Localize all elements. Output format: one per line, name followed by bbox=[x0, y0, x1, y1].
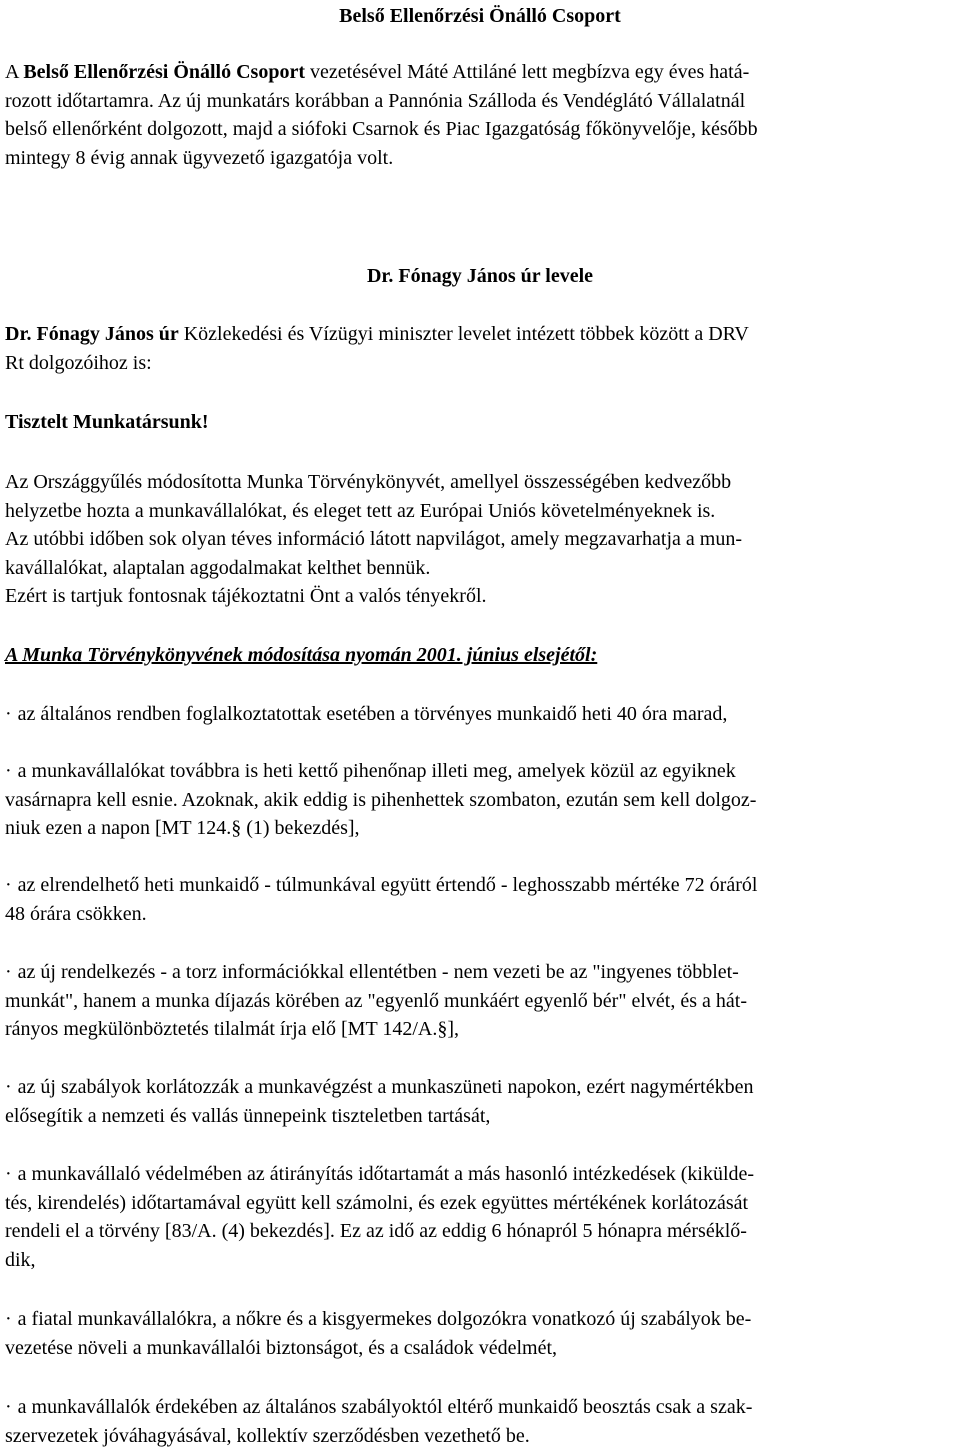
bullet-dot-icon: · bbox=[5, 1308, 12, 1330]
bullet-text: 48 órára csökken. bbox=[5, 902, 147, 925]
salutation: Tisztelt Munkatársunk! bbox=[5, 411, 209, 433]
bullet-text: rendeli el a törvény [83/A. (4) bekezdés]. Ez az idő az eddig 6 hónapról 5 hónapra mérséklő- bbox=[5, 1220, 747, 1242]
letter-intro-paragraph bbox=[5, 320, 940, 377]
bullet-text: a munkavállaló védelmében az átirányítás időtartamát a más hasonló intézkedések (kiküldе- bbox=[17, 1163, 755, 1185]
bullet-text: elősegítik a nemzeti és vallás ünnepeink tiszteletben tartását, bbox=[5, 1104, 491, 1127]
bullet-dot-icon: · bbox=[5, 961, 12, 983]
intro-line-1 bbox=[5, 58, 940, 87]
bullet-line bbox=[5, 871, 940, 900]
intro-paragraph bbox=[5, 58, 940, 172]
letter-heading: Dr. Fónagy János úr levele bbox=[366, 265, 594, 287]
bullet-text: az új szabályok korlátozzák a munkavégzést a munkaszüneti napokon, ezért nagymértékben bbox=[17, 1076, 754, 1098]
bullet-line bbox=[5, 1160, 940, 1189]
bullet-text: niuk ezen a napon [MT 124.§ (1) bekezdés], bbox=[5, 817, 360, 839]
bullet-dot-icon: · bbox=[5, 1163, 12, 1185]
letter-intro-bold: Dr. Fónagy János úr bbox=[5, 323, 179, 345]
intro-lead: A bbox=[5, 61, 24, 83]
bullet-item-2 bbox=[5, 757, 940, 843]
intro-line-4: mintegy 8 évig annak ügyvezető igazgatója volt. bbox=[5, 146, 394, 169]
bullet-dot-icon: · bbox=[5, 874, 12, 896]
letter-intro-line-1 bbox=[5, 320, 940, 349]
bullet-line bbox=[5, 958, 940, 987]
bullet-text: munkát", hanem a munka díjazás körében az "egyenlő munkáért egyenlő bér" elvét, és a hát- bbox=[5, 989, 747, 1012]
intro-line-3: belső ellenőrként dolgozott, majd a siófoki Csarnok és Piac Igazgatóság főkönyvelője, később bbox=[5, 118, 758, 140]
bullet-text: a munkavállalókat továbbra is heti kettő pihenőnap illeti meg, amelyek közül az egyiknek bbox=[17, 760, 736, 782]
bullet-line bbox=[5, 700, 940, 729]
bullet-text: vezetése növeli a munkavállalói biztonságot, és a családok védelmét, bbox=[5, 1336, 558, 1359]
intro-line-1-rest: vezetésével Máté Attiláné lett megbízva egy éves hatá- bbox=[305, 61, 750, 83]
bullet-text: az általános rendben foglalkoztatottak esetében a törvényes munkaidő heti 40 óra marad, bbox=[17, 703, 728, 725]
bullet-item-8 bbox=[5, 1393, 940, 1450]
intro-bold-name: Belső Ellenőrzési Önálló Csoport bbox=[23, 61, 306, 83]
bullet-text: dik, bbox=[5, 1248, 36, 1271]
letter-intro-line-2: Rt dolgozóihoz is: bbox=[5, 351, 152, 374]
bullet-text: szervezetek jóváhagyásával, kollektív szerződésben vezethető be. bbox=[5, 1424, 530, 1447]
bullet-text: az új rendelkezés - a torz információkkal ellentétben - nem vezeti be az "ingyenes többlet- bbox=[17, 961, 739, 983]
body-line-2: helyzetbe hozta a munkavállalókat, és eleget tett az Európai Uniós követelményeknek is. bbox=[5, 499, 716, 522]
body-paragraph bbox=[5, 468, 940, 611]
bullet-item-1 bbox=[5, 700, 940, 729]
intro-line-2: rozott időtartamra. Az új munkatárs korábban a Pannónia Szálloda és Vendéglátó Vállalatnál bbox=[5, 89, 746, 112]
bullet-line bbox=[5, 757, 940, 786]
bullet-dot-icon: · bbox=[5, 703, 12, 725]
bullet-text: az elrendelhető heti munkaidő - túlmunkával együtt értendő - leghosszabb mértéke 72 óráról bbox=[17, 874, 758, 896]
bullet-item-5 bbox=[5, 1073, 940, 1130]
bullet-dot-icon: · bbox=[5, 1396, 12, 1418]
bullet-text: rányos megkülönböztetés tilalmát írja elő [MT 142/A.§], bbox=[5, 1018, 459, 1040]
bullet-dot-icon: · bbox=[5, 1076, 12, 1098]
page-title: Belső Ellenőrzési Önálló Csoport bbox=[339, 5, 621, 27]
bullet-item-7 bbox=[5, 1305, 940, 1362]
bullet-item-6 bbox=[5, 1160, 940, 1274]
body-line-4: kavállalókat, alaptalan aggodalmakat kelthet bennük. bbox=[5, 556, 431, 579]
bullet-line bbox=[5, 1393, 940, 1422]
bullet-line bbox=[5, 1073, 940, 1102]
bullet-text: a munkavállalók érdekében az általános szabályoktól eltérő munkaidő beosztás csak a szak- bbox=[17, 1396, 753, 1418]
body-line-1: Az Országgyűlés módosította Munka Törvénykönyvét, amellyel összességében kedvezőbb bbox=[5, 471, 732, 493]
bullet-text: vasárnapra kell esnie. Azoknak, akik eddig is pihenhettek szombaton, ezután sem kell dolgoz- bbox=[5, 788, 757, 811]
letter-intro-line-1-rest: Közlekedési és Vízügyi miniszter levelet intézett többek között a DRV bbox=[178, 323, 749, 345]
section-heading: A Munka Törvénykönyvének módosítása nyomán 2001. június elsejétől: bbox=[5, 644, 598, 666]
bullet-item-3 bbox=[5, 871, 940, 928]
body-line-5: Ezért is tartjuk fontosnak tájékoztatni Önt a valós tényekről. bbox=[5, 585, 487, 607]
bullet-text: tés, kirendelés) időtartamával együtt kell számolni, és ezek együttes mértékének korlátozását bbox=[5, 1191, 749, 1214]
bullet-item-4 bbox=[5, 958, 940, 1044]
body-line-3: Az utóbbi időben sok olyan téves információ látott napvilágot, amely megzavarhatja a mun- bbox=[5, 528, 743, 550]
bullet-text: a fiatal munkavállalókra, a nőkre és a kisgyermekes dolgozókra vonatkozó új szabályok be- bbox=[17, 1308, 752, 1330]
bullet-dot-icon: · bbox=[5, 760, 12, 782]
bullet-line bbox=[5, 1305, 940, 1334]
